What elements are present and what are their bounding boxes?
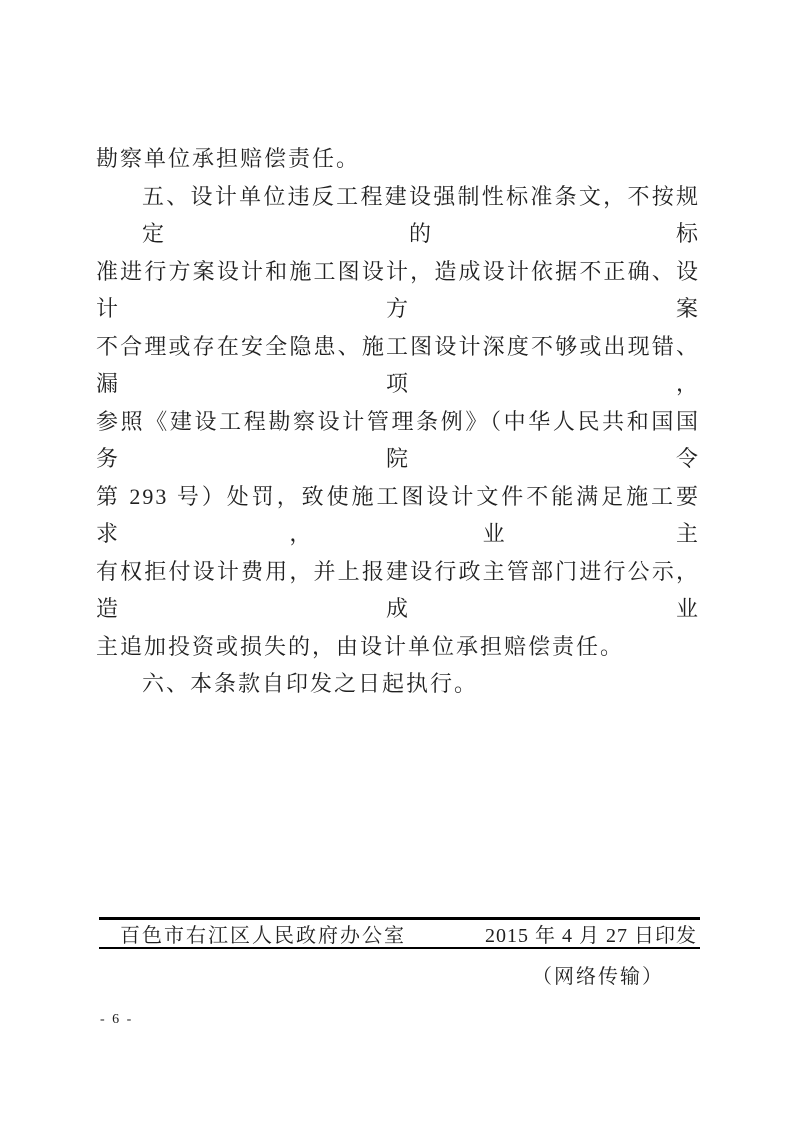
document-body: [96, 140, 700, 703]
body-line: 第 293 号）处罚，致使施工图设计文件不能满足施工要求，业主: [96, 483, 700, 546]
transmission-note: （网络传输）: [532, 966, 664, 988]
body-line: 准进行方案设计和施工图设计，造成设计依据不正确、设计方案: [96, 258, 700, 321]
colophon-row: [99, 920, 700, 947]
colophon: [99, 917, 700, 989]
body-line: 五、设计单位违反工程建设强制性标准条文，不按规定的标: [142, 183, 700, 246]
issuer-office: 百色市右江区人民政府办公室: [120, 925, 406, 947]
print-date: 2015 年 4 月 27 日印发: [485, 925, 697, 947]
body-line: 勘察单位承担赔偿责任。: [96, 146, 361, 171]
body-line: 不合理或存在安全隐患、施工图设计深度不够或出现错、漏项，: [96, 333, 700, 396]
body-line: 有权拒付设计费用，并上报建设行政主管部门进行公示，造成业: [96, 558, 700, 621]
body-line: 主追加投资或损失的，由设计单位承担赔偿责任。: [96, 633, 625, 659]
page-number: - 6 -: [100, 1012, 134, 1027]
body-line: 六、本条款自印发之日起执行。: [142, 671, 479, 696]
body-line: 参照《建设工程勘察设计管理条例》（中华人民共和国国务院令: [96, 408, 700, 471]
